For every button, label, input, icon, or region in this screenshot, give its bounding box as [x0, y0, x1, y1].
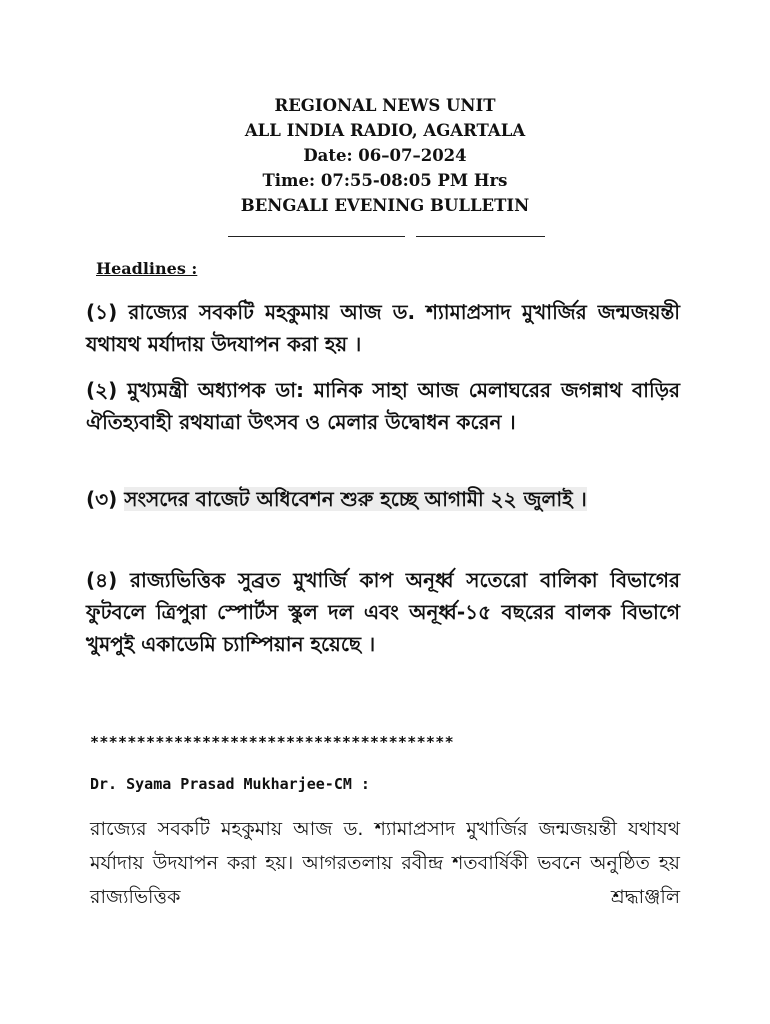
underline-left	[228, 236, 405, 237]
header-station: ALL INDIA RADIO, AGARTALA	[244, 121, 526, 140]
story-body: রাজ্যের সবকটি মহকুমায় আজ ড. শ্যামাপ্রসাদ মুখার্জির জন্মজয়ন্তী যথাযথ মর্যাদায় উদযাপন করা হয়। আগরতলায় রবীন্দ্র শতবার্ষিকী ভবনে অনুষ্ঠিত হয় রাজ্যভিত্তিক শ্রদ্ধাঞ্জলি	[90, 818, 680, 908]
headline-4: (৪) রাজ্যভিত্তিক সুব্রত মুখার্জি কাপ অনূর্ধ্ব সতেরো বালিকা বিভাগের ফুটবলে ত্রিপুরা স্পোর্টস স্কুল দল এবং অনূর্ধ্ব-১৫ বছরের বালক বিভাগে খুমপুই একাডেমি চ্যাম্পিয়ান হয়েছে ।	[86, 568, 680, 656]
header-date: Date: 06–07–2024	[303, 146, 467, 165]
headline-2: (২) মুখ্যমন্ত্রী অধ্যাপক ডা: মানিক সাহা আজ মেলাঘরের জগন্নাথ বাড়ির ঐতিহ্যবাহী রথযাত্রা উৎসব ও মেলার উদ্বোধন করেন ।	[86, 378, 680, 434]
headline-3-text: সংসদের বাজেট অধিবেশন শুরু হচ্ছে আগামী ২২ জুলাই ।	[124, 487, 587, 511]
headline-1: (১) রাজ্যের সবকটি মহকুমায় আজ ড. শ্যামাপ্রসাদ মুখার্জির জন্মজয়ন্তী যথাযথ মর্যাদায় উদযাপন করা হয় ।	[86, 300, 680, 356]
header-time: Time: 07:55-08:05 PM Hrs	[262, 171, 508, 190]
header-bulletin-name: BENGALI EVENING BULLETIN	[240, 196, 530, 215]
headlines-label: Headlines :	[96, 259, 198, 278]
story-title: Dr. Syama Prasad Mukharjee-CM :	[90, 775, 370, 793]
section-separator: ***************************************	[90, 733, 454, 751]
headline-3-number: (৩)	[86, 487, 125, 511]
header-unit: REGIONAL NEWS UNIT	[274, 96, 496, 115]
underline-right	[416, 236, 545, 237]
bulletin-header	[0, 93, 770, 218]
headline-3	[86, 483, 680, 515]
